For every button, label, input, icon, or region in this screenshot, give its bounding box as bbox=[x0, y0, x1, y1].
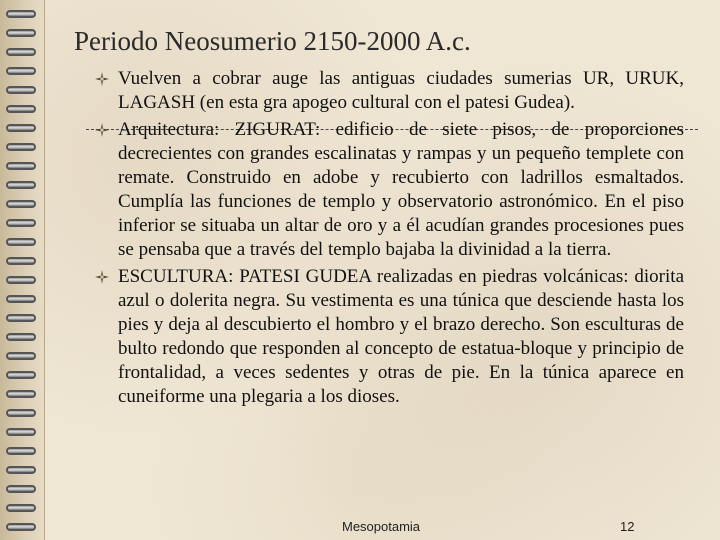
binding-ring bbox=[6, 29, 36, 37]
binding-ring bbox=[6, 295, 36, 303]
slide-title: Periodo Neosumerio 2150-2000 A.c. bbox=[74, 26, 471, 56]
binding-ring bbox=[6, 200, 36, 208]
bullet-text: ESCULTURA: PATESI GUDEA realizadas en piedras volcánicas: diorita azul o dolerita negra. Su vestimenta es una túnica que desciende hasta los pies y deja al descubierto el hombro y el brazo derecho. Son esculturas de bulto redondo que responden al concepto de estatua-bloque y principio de frontalidad, a veces sedentes y otras de pie. En la túnica aparece en cuneiforme una plegaria a los dioses. bbox=[118, 266, 684, 407]
bullet-text: Vuelven a cobrar auge las antiguas ciudades sumerias UR, URUK, LAGASH (en esta gra apogeo cultural con el patesi Gudea). bbox=[118, 68, 684, 113]
binding-ring bbox=[6, 390, 36, 398]
binding-ring bbox=[6, 352, 36, 360]
bullet-item bbox=[92, 265, 684, 409]
page-number: 12 bbox=[620, 519, 635, 534]
binding-ring bbox=[6, 276, 36, 284]
binding-ring bbox=[6, 124, 36, 132]
binding-ring bbox=[6, 504, 36, 512]
binding-ring bbox=[6, 466, 36, 474]
binding-ring bbox=[6, 162, 36, 170]
binding-ring bbox=[6, 523, 36, 531]
binding-ring bbox=[6, 333, 36, 341]
binding-ring bbox=[6, 314, 36, 322]
binding-ring bbox=[6, 86, 36, 94]
bullet-item bbox=[92, 67, 684, 118]
slide-body bbox=[92, 67, 684, 409]
binding-ring bbox=[6, 409, 36, 417]
binding-ring bbox=[6, 257, 36, 265]
binding-ring bbox=[6, 238, 36, 246]
sparkle-bullet-icon bbox=[92, 67, 118, 89]
binding-ring bbox=[6, 67, 36, 75]
binding-ring bbox=[6, 428, 36, 436]
bullet-text: Arquitectura: ZIGURAT: edificio de siete pisos, de proporciones decrecientes con grandes escalinatas y rampas y un pequeño templete con remate. Construido en adobe y recubierto con ladrillos esmaltados. Cumplía las funciones de templo y observatorio astronómico. En el piso inferior se situaba un altar de oro y a él acudían grandes procesiones pues se pensaba que a través del templo bajaba la divinidad a la tierra. bbox=[118, 119, 684, 260]
binding-ring bbox=[6, 371, 36, 379]
binding-ring bbox=[6, 485, 36, 493]
binding-ring bbox=[6, 447, 36, 455]
sparkle-bullet-icon bbox=[92, 118, 118, 140]
binding-ring bbox=[6, 219, 36, 227]
binding-ring bbox=[6, 143, 36, 151]
bullet-item bbox=[92, 118, 684, 265]
binding-ring bbox=[6, 10, 36, 18]
binding-ring bbox=[6, 105, 36, 113]
notebook-binding bbox=[0, 0, 45, 540]
sparkle-bullet-icon bbox=[92, 265, 118, 287]
binding-ring bbox=[6, 181, 36, 189]
footer-label: Mesopotamia bbox=[342, 519, 421, 534]
binding-ring bbox=[6, 48, 36, 56]
